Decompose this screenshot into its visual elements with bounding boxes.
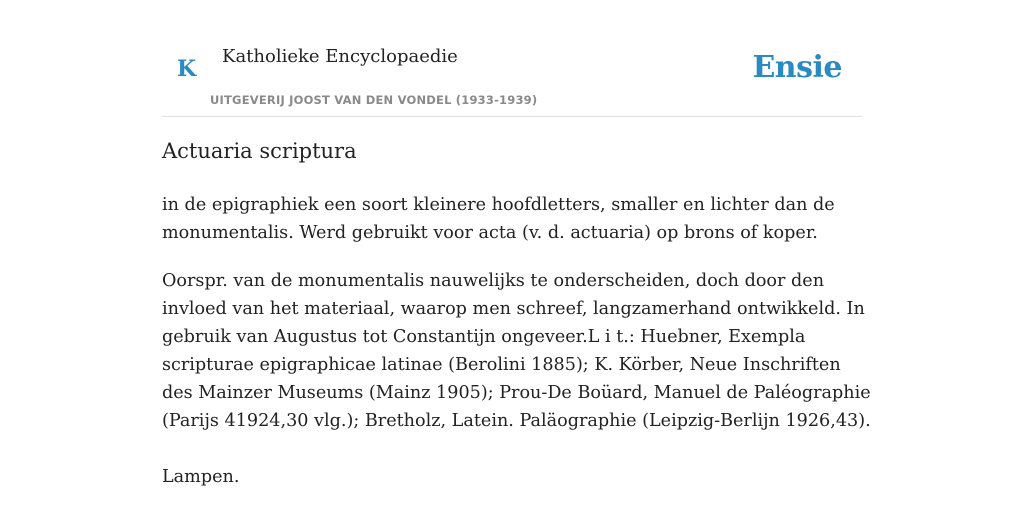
article-title: Actuaria scriptura [162, 139, 357, 163]
page-container [162, 0, 871, 487]
publication-logo[interactable]: K [177, 56, 197, 82]
article-author: Lampen. [162, 467, 240, 487]
publication-title[interactable]: Katholieke Encyclopaedie [222, 46, 458, 67]
publication-subtitle: UITGEVERIJ JOOST VAN DEN VONDEL (1933-1939) [210, 93, 538, 107]
ensie-logo[interactable]: Ensie [752, 50, 842, 85]
page-header [162, 0, 862, 117]
article-paragraph: in de epigraphiek een soort kleinere hoofdletters, smaller en lichter dan de monumentalis. Werd gebruikt voor acta (v. d. actuaria) op brons of koper. [162, 195, 835, 243]
article-paragraph: Oorspr. van de monumentalis nauwelijks te onderscheiden, doch door den invloed van het materiaal, waarop men schreef, langzamerhand ontwikkeld. In gebruik van Augustus tot Constantijn ongeveer.L i t.: Huebner, Exempla scripturae epigraphicae latinae (Berolini 1885); K. Körber, Neue Inschriften des Mainzer Museums (Mainz 1905); Prou-De Boüard, Manuel de Paléographie (Parijs 41924,30 vlg.); Bretholz, Latein. Paläographie (Leipzig-Berlijn 1926,43). [162, 271, 871, 431]
